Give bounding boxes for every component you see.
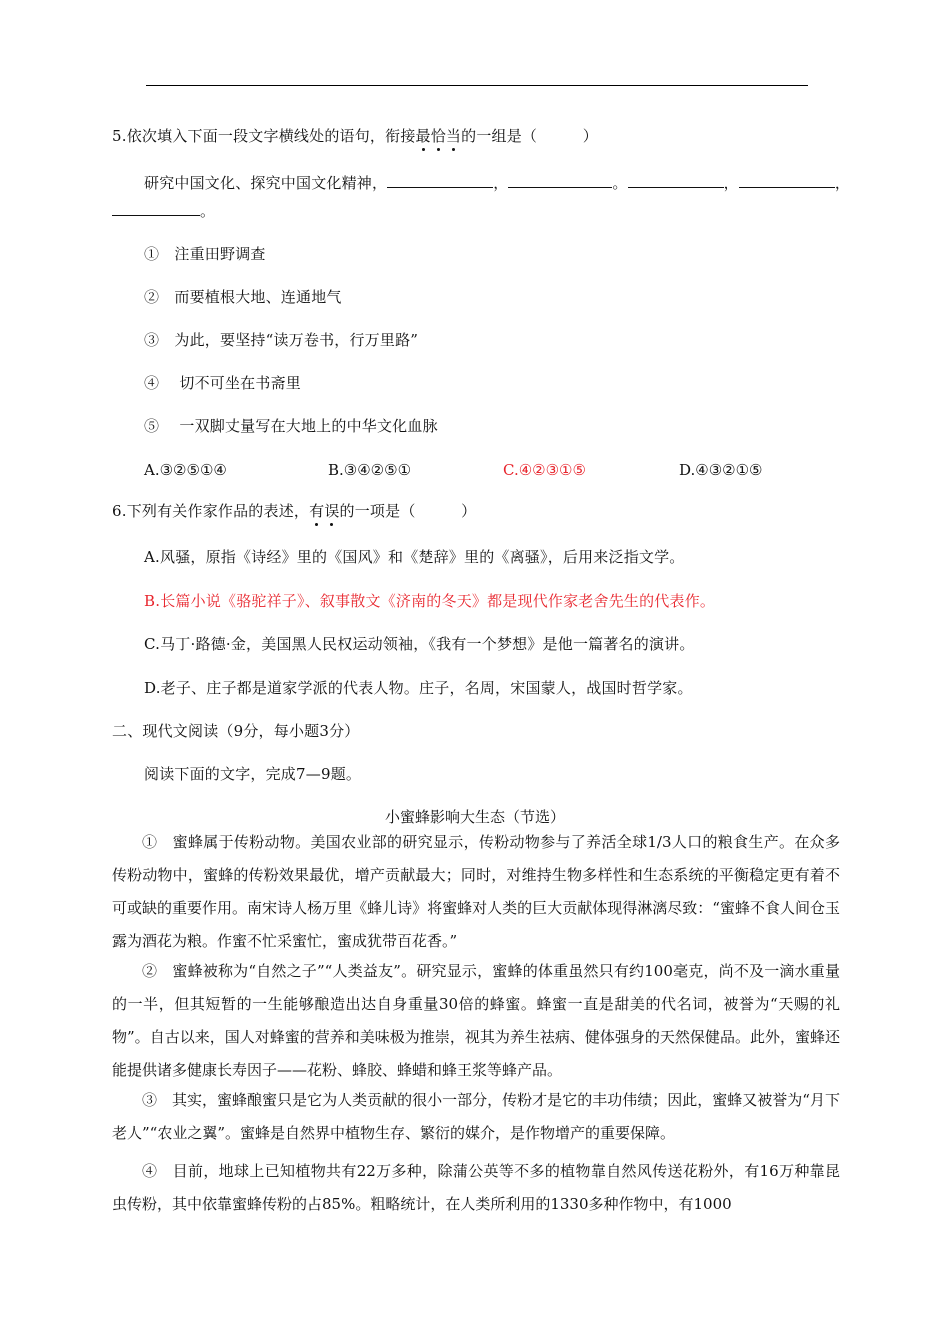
q6-option-a: A.风骚，原指《诗经》里的《国风》和《楚辞》里的《离骚》，后用来泛指文学。 [144, 548, 685, 566]
q6-stem [112, 501, 476, 521]
q5-option-b: B.③④②⑤① [328, 461, 412, 479]
q5-item-1: ① 注重田野调查 [144, 245, 266, 263]
q6-option-b-answer: B.长篇小说《骆驼祥子》、叙事散文《济南的冬天》都是现代作家老舍先生的代表作。 [144, 592, 716, 610]
blank-5 [112, 201, 200, 216]
article-paragraph-4: ④ 目前，地球上已知植物共有22万多种，除蒲公英等不多的植物靠自然风传送花粉外，有16万种靠昆虫传粉，其中依靠蜜蜂传粉的占85%。粗略统计，在人类所利用的1330多种作物中，有1000 [112, 1162, 840, 1213]
q6-emphasis-1: 有 [309, 502, 325, 520]
q5-option-c-answer: C.④②③①⑤ [503, 461, 586, 479]
q5-end: 。 [200, 202, 216, 220]
q5-sep-3: ， [723, 174, 739, 192]
q5-emphasis-3: 当 [445, 127, 462, 145]
q5-sep-1: ， [493, 174, 509, 192]
q6-stem-text: 6.下列有关作家作品的表述， [112, 502, 310, 520]
blank-4 [739, 173, 835, 188]
header-rule [146, 85, 808, 86]
reading-instruction: 阅读下面的文字，完成7—9题。 [144, 765, 362, 783]
article-title: 小蜜蜂影响大生态（节选） [384, 808, 565, 826]
q5-passage-line2 [112, 201, 215, 221]
q5-item-5: ⑤ 一双脚丈量写在大地上的中华文化血脉 [144, 417, 438, 435]
q5-emphasis-1: 最 [415, 127, 431, 145]
q5-stem [112, 126, 598, 146]
q5-item-3: ③ 为此，要坚持“读万卷书，行万里路” [144, 331, 419, 349]
q5-sep-4: ， [834, 174, 851, 192]
blank-2 [508, 173, 612, 188]
q5-sep-2: 。 [612, 174, 628, 192]
q6-option-d: D.老子、庄子都是道家学派的代表人物。庄子，名周，宋国蒙人，战国时哲学家。 [144, 679, 693, 697]
section-heading: 二、现代文阅读（9分，每小题3分） [112, 722, 360, 740]
q5-option-d: D.④③②①⑤ [679, 461, 763, 479]
q5-passage-text: 研究中国文化、探究中国文化精神， [144, 174, 388, 192]
q6-emphasis-2: 误 [324, 502, 340, 520]
blank-3 [628, 173, 724, 188]
q6-option-c: C.马丁·路德·金，美国黑人民权运动领袖，《我有一个梦想》是他一篇著名的演讲。 [144, 635, 695, 653]
blank-1 [387, 173, 493, 188]
q5-item-2: ② 而要植根大地、连通地气 [144, 288, 342, 306]
article-paragraph-3: ③ 其实，蜜蜂酿蜜只是它为人类贡献的很小一部分，传粉才是它的丰功伟绩；因此，蜜蜂又被誉为“月下老人”“农业之翼”。蜜蜂是自然界中植物生存、繁衍的媒介，是作物增产的重要保障。 [112, 1091, 840, 1142]
q5-emphasis-2: 恰 [430, 127, 446, 145]
q5-stem-text: 5.依次填入下面一段文字横线处的语句，衔接 [112, 127, 416, 145]
q6-stem-end: 的一项是（ ） [339, 502, 477, 520]
article-paragraph-1: ① 蜜蜂属于传粉动物。美国农业部的研究显示，传粉动物参与了养活全球1/3人口的粮食生产。在众多传粉动物中，蜜蜂的传粉效果最优，增产贡献最大；同时，对维持生物多样性和生态系统的平衡稳定更有着不可或缺的重要作用。南宋诗人杨万里《蜂儿诗》将蜜蜂对人类的巨大贡献体现得淋漓尽致：“蜜蜂不食人间仓玉露为酒花为粮。作蜜不忙采蜜忙，蜜成犹带百花香。” [112, 833, 840, 950]
q5-item-4: ④ 切不可坐在书斋里 [144, 374, 301, 392]
article-paragraph-2: ② 蜜蜂被称为“自然之子”“人类益友”。研究显示，蜜蜂的体重虽然只有约100毫克，尚不及一滴水重量的一半，但其短暂的一生能够酿造出达自身重量30倍的蜂蜜。蜂蜜一直是甜美的代名词，被誉为“天赐的礼物”。自古以来，国人对蜂蜜的营养和美味极为推崇，视其为养生祛病、健体强身的天然保健品。此外，蜜蜂还能提供诸多健康长寿因子——花粉、蜂胶、蜂蜡和蜂王浆等蜂产品。 [112, 962, 840, 1079]
q5-stem-end: 的一组是（ ） [461, 127, 598, 145]
q5-passage-line1 [144, 173, 850, 193]
q5-option-a: A.③②⑤①④ [144, 461, 227, 479]
